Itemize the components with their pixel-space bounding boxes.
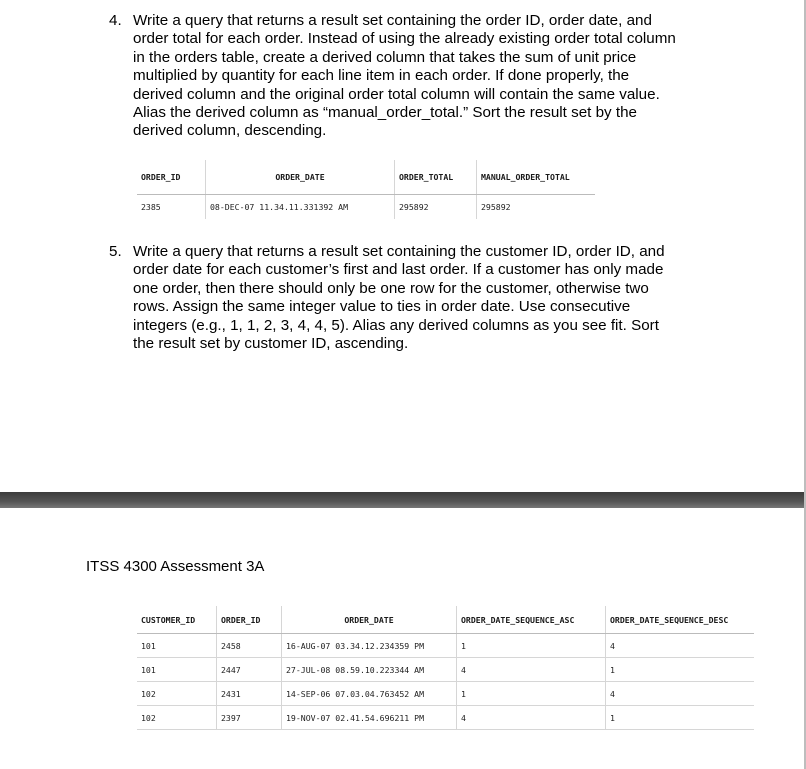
question-4-line: order total for each order. Instead of using the already existing order total column (133, 30, 676, 48)
table-header-row (137, 606, 754, 634)
table-cell: 1 (457, 634, 606, 658)
table-cell: 2447 (217, 658, 282, 682)
question-4-line: multiplied by quantity for each line item in each order. If done properly, the (133, 67, 630, 85)
table-row (137, 682, 754, 706)
order-total-result-table (137, 160, 595, 219)
question-4 (109, 12, 719, 141)
table-row (137, 658, 754, 682)
column-header: MANUAL_ORDER_TOTAL (477, 160, 596, 195)
table-header-row (137, 160, 595, 195)
table-cell: 101 (137, 634, 217, 658)
table-cell: 1 (457, 682, 606, 706)
question-4-text (133, 12, 719, 141)
question-4-line: Write a query that returns a result set containing the order ID, order date, and (133, 12, 652, 29)
table-cell: 295892 (481, 202, 511, 212)
question-5-line: integers (e.g., 1, 1, 2, 3, 4, 4, 5). Alias any derived columns as you see fit. Sort (133, 316, 659, 334)
table-cell: 2397 (217, 706, 282, 730)
page-header-title: ITSS 4300 Assessment 3A (86, 558, 265, 575)
table-cell: 1 (606, 706, 755, 730)
table-cell: 19-NOV-07 02.41.54.696211 PM (282, 706, 457, 730)
table-cell: 4 (606, 682, 755, 706)
table-cell: 4 (457, 658, 606, 682)
question-4-line: derived column, descending. (133, 122, 327, 140)
question-4-line: derived column and the original order total column will contain the same value. (133, 85, 660, 103)
question-5-line: the result set by customer ID, ascending. (133, 335, 409, 353)
table-cell: 4 (606, 634, 755, 658)
table-cell: 08-DEC-07 11.34.11.331392 AM (206, 195, 395, 220)
table-row (137, 195, 595, 220)
table-row (137, 634, 754, 658)
page-break-divider (0, 492, 806, 508)
question-4-number: 4. (109, 12, 122, 29)
table-cell: 2458 (217, 634, 282, 658)
table-cell: 14-SEP-06 07.03.04.763452 AM (282, 682, 457, 706)
column-header: ORDER_ID (217, 606, 282, 634)
question-5-line: order date for each customer’s first and last order. If a customer has only made (133, 261, 664, 279)
table-cell: 16-AUG-07 03.34.12.234359 PM (282, 634, 457, 658)
table-cell: 295892 (395, 195, 477, 220)
question-5-line: one order, then there should only be one row for the customer, otherwise two (133, 279, 649, 297)
question-5-number: 5. (109, 243, 122, 260)
table-cell: 2385 (137, 195, 206, 220)
question-5-line: Write a query that returns a result set containing the customer ID, order ID, and (133, 243, 665, 260)
question-5-line: rows. Assign the same integer value to ties in order date. Use consecutive (133, 298, 631, 316)
column-header: ORDER_ID (137, 160, 206, 195)
table-row (137, 706, 754, 730)
column-header: ORDER_DATE_SEQUENCE_ASC (457, 606, 606, 634)
question-5 (109, 243, 719, 353)
question-4-line: Alias the derived column as “manual_order_total.” Sort the result set by the (133, 104, 637, 122)
table-cell: 27-JUL-08 08.59.10.223344 AM (282, 658, 457, 682)
question-5-text (133, 243, 719, 353)
question-4-line: in the orders table, create a derived column that takes the sum of unit price (133, 48, 637, 66)
column-header: ORDER_TOTAL (395, 160, 477, 195)
table-cell: 101 (137, 658, 217, 682)
table-cell: 2431 (217, 682, 282, 706)
column-header: ORDER_DATE_SEQUENCE_DESC (606, 606, 755, 634)
column-header: CUSTOMER_ID (137, 606, 217, 634)
order-sequence-result-table (137, 606, 754, 730)
column-header: ORDER_DATE (282, 606, 457, 634)
column-header: ORDER_DATE (206, 160, 395, 195)
table-cell: 102 (137, 682, 217, 706)
table-cell: 1 (606, 658, 755, 682)
table-cell: 102 (137, 706, 217, 730)
table-cell: 4 (457, 706, 606, 730)
